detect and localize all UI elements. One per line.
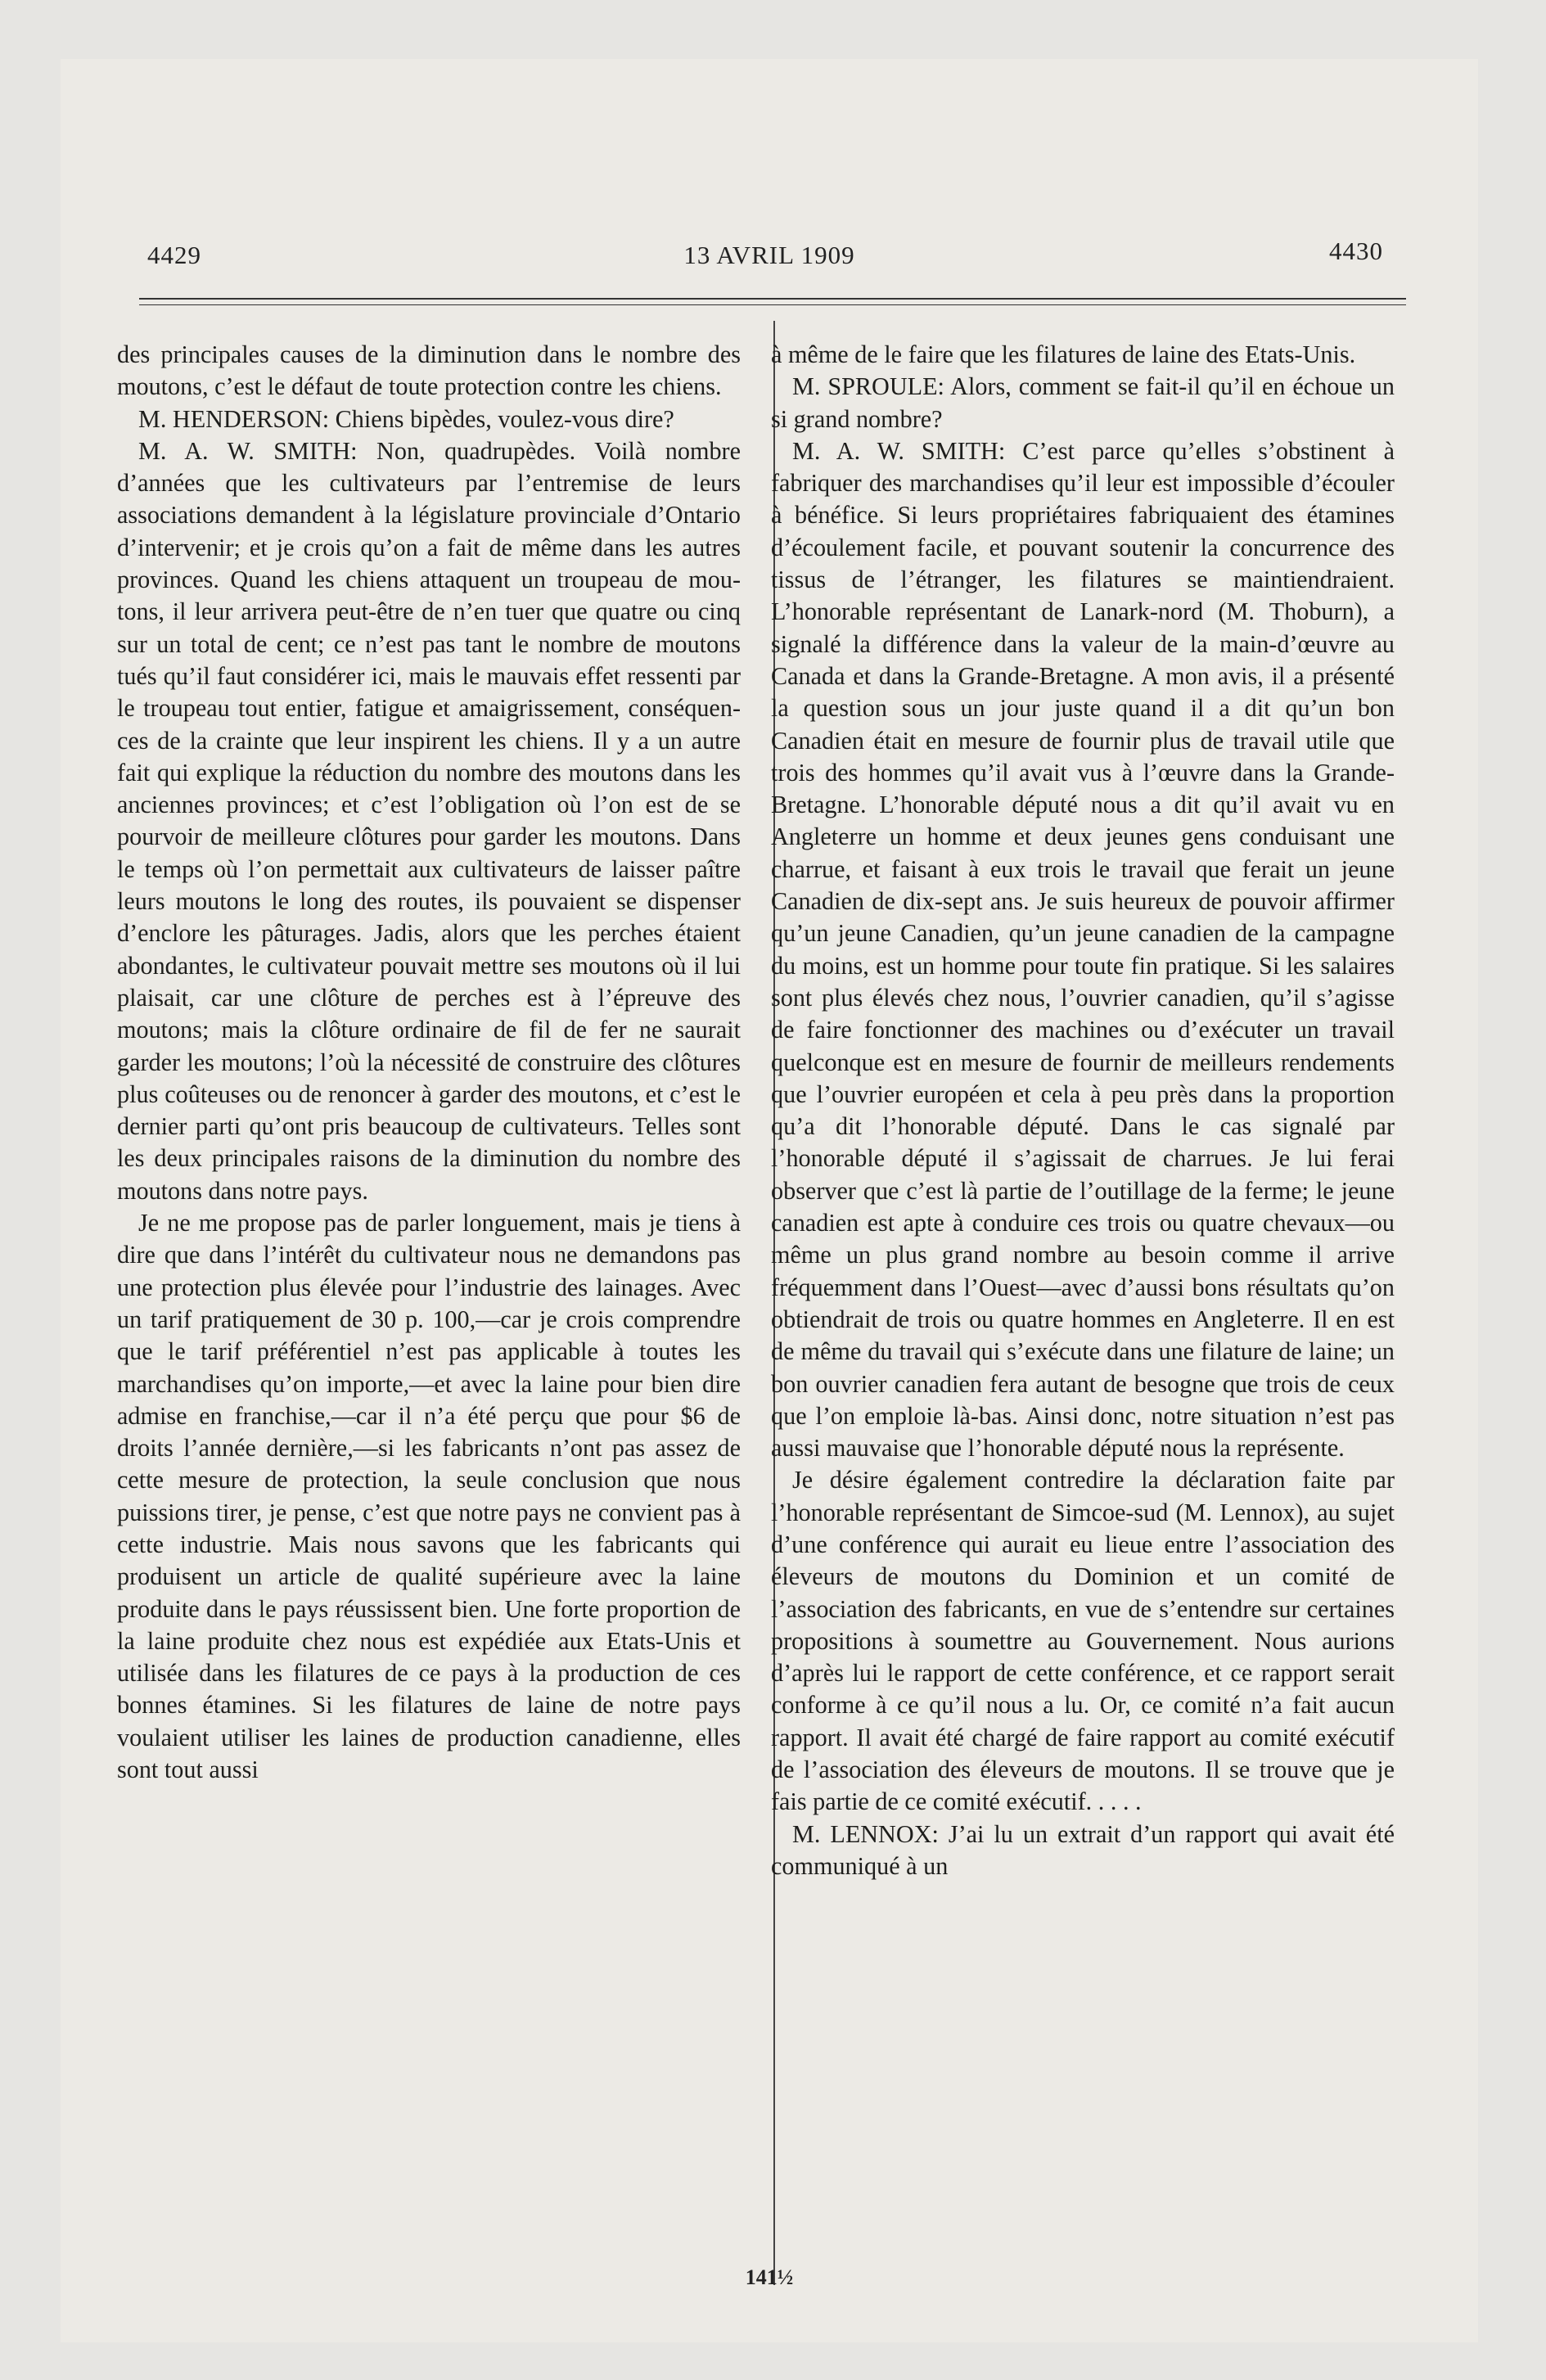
page-date: 13 AVRIL 1909 (683, 241, 855, 269)
right-column (771, 339, 1395, 1882)
signature-mark: 141½ (745, 2265, 794, 2289)
header-rule-bottom (139, 304, 1406, 305)
page-number-right: 4430 (1329, 237, 1383, 265)
paragraph: à même de le faire que les filatures de laine des Etats-Unis. (771, 340, 1356, 368)
page-number-left: 4429 (147, 241, 201, 269)
left-column (117, 339, 741, 1786)
paragraph: M. SPROULE: Alors, comment se fait-il qu’il en échoue un si grand nombre? (771, 372, 1395, 433)
paragraph: Je désire également contredire la déclaration faite par l’honorable représentant de Simcoe-sud (M. Lennox), au sujet d’une conférence qui aurait eu lieue entre l’association des éleveurs de moutons du Dominion et un comité de l’association des fabricants, en vue de s’entendre sur certaines propositions à soumettre au Gouvernement. Nous aurions d’après lui le rapport de cette conférence, et ce rapport serait conforme à ce qu’il nous a lu. Or, ce comité n’a fait aucun rapport. Il avait été chargé de faire rapport au comité exécutif de l’association des éleveurs de moutons. Il se trouve que je fais partie de ce comité exécutif. . . . . (771, 1466, 1395, 1816)
paragraph: M. A. W. SMITH: Non, quadrupèdes. Voilà nombre d’années que les cultivateurs par l’entremise de leurs associations demandent à la législature provinciale d’Ontario d’intervenir; et je crois qu’on a fait de même dans les autres provinces. Quand les chiens attaquent un troupeau de moutons, il leur arrivera peut-être de n’en tuer que quatre ou cinq sur un total de cent; ce n’est pas tant le nombre de moutons tués qu’il faut considérer ici, mais le mauvais effet ressenti par le troupeau tout entier, fatigue et amaigrissement, conséquences de la crainte que leur inspirent les chiens. Il y a un autre fait qui explique la réduction du nombre des moutons dans les anciennes provinces; et c’est l’obligation où l’on est de se pourvoir de meilleure clôtures pour garder les moutons. Dans le temps où l’on permettait aux cultivateurs de laisser paître leurs moutons le long des routes, ils pouvaient se dispenser d’enclore les pâturages. Jadis, alors que les perches étaient abondantes, le cultivateur pouvait mettre ses moutons où il lui plaisait, car une clôture de perches est à l’épreuve des moutons; mais la clôture ordinaire de fil de fer ne saurait garder les moutons; l’où la nécessité de construire des clôtures plus coûteuses ou de renoncer à garder des moutons, et c’est le dernier parti qu’ont pris beaucoup de cultivateurs. Telles sont les deux principales raisons de la diminution du nombre des moutons dans notre pays. (117, 436, 741, 1205)
paragraph: M. A. W. SMITH: C’est parce qu’elles s’obstinent à fabriquer des marchandises qu’il leur est impossible d’écouler à bénéfice. Si leurs propriétaires fabriquaient des étamines d’écoulement facile, et pouvant soutenir la concurrence des tissus de l’étranger, les filatures se maintiendraient. L’honorable représentant de Lanark-nord (M. Thoburn), a signalé la différence dans la valeur de la main-d’œuvre au Canada et dans la Grande-Bretagne. A mon avis, il a présenté la question sous un jour juste quand il a dit qu’un bon Canadien était en mesure de fournir plus de travail utile que trois des hommes qu’il avait vus à l’œuvre dans la Grande-Bretagne. L’honorable député nous a dit qu’il avait vu en Angleterre un homme et deux jeunes gens conduisant une charrue, et faisant à eux trois le travail que ferait un jeune Canadien de dix-sept ans. Je suis heureux de pouvoir affirmer qu’un jeune Canadien, qu’un jeune canadien de la campagne du moins, est un homme pour toute fin pratique. Si les salaires sont plus élevés chez nous, l’ouvrier canadien, qu’il s’agisse de faire fonctionner des machines ou d’exécuter un travail quelconque est en mesure de fournir de meilleurs rendements que l’ouvrier européen et cela à peu près dans la proportion qu’a dit l’honorable député. Dans le cas signalé par l’honorable député il s’agissait de charrues. Je lui ferai observer que c’est là partie de l’outillage de la ferme; le jeune canadien est apte à conduire ces trois ou quatre chevaux—ou même un plus grand nombre au besoin comme il arrive fréquemment dans l’Ouest—avec d’aussi bons résultats qu’on obtiendrait de trois ou quatre hommes en Angleterre. Il en est de même du travail qui s’exécute dans une filature de laine; un bon ouvrier canadien fera autant de besogne que trois de ceux que l’on emploie là-bas. Ainsi donc, notre situation n’est pas aussi mauvaise que l’honorable député nous la représente. (771, 436, 1395, 1463)
header-rule-top (139, 298, 1406, 300)
document-page (61, 59, 1478, 2342)
paragraph: Je ne me propose pas de parler longuement, mais je tiens à dire que dans l’intérêt du cultivateur nous ne demandons pas une protection plus élevée pour l’industrie des lainages. Avec un tarif pratiquement de 30 p. 100,—car je crois comprendre que le tarif préférentiel n’est pas applicable à toutes les marchandises qu’on importe,—et avec la laine pour bien dire admise en franchise,—car il n’a été perçu que pour $6 de droits l’année dernière,—si les fabricants n’ont pas assez de cette mesure de protection, la seule conclusion que nous puissions tirer, je pense, c’est que notre pays ne convient pas à cette industrie. Mais nous savons que les fabricants qui produisent un article de qualité supérieure avec la laine produite dans le pays réussissent bien. Une forte proportion de la laine produite chez nous est expédiée aux Etats-Unis et utilisée dans les filatures de ce pays à la production de ces bonnes étamines. Si les filatures de laine de notre pays voulaient utiliser les laines de production canadienne, elles sont tout aussi (117, 1209, 741, 1784)
paragraph: M. LENNOX: J’ai lu un extrait d’un rapport qui avait été communiqué à un (771, 1819, 1395, 1880)
paragraph: M. HENDERSON: Chiens bipèdes, voulez-vous dire? (138, 404, 674, 433)
paragraph: des principales causes de la diminution dans le nombre des moutons, c’est le défaut de toute protection contre les chiens. (117, 340, 741, 401)
